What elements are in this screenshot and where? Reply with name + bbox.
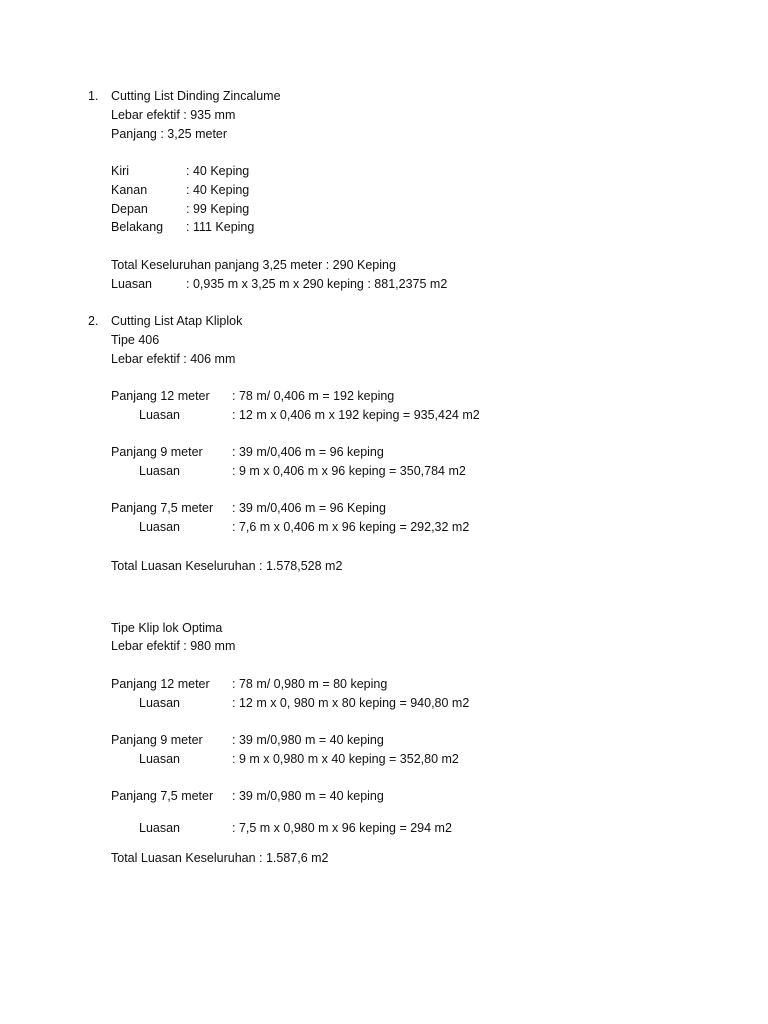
luasan-value: : 7,6 m x 0,406 m x 96 keping = 292,32 m2: [232, 520, 470, 534]
panjang-label: Panjang 7,5 meter: [111, 789, 214, 803]
panjang-label: Panjang 7,5 meter: [111, 501, 214, 515]
panjang-value: : 39 m/0,980 m = 40 keping: [232, 733, 384, 747]
row-value-belakang: : 111 Keping: [186, 220, 255, 234]
luasan-label: Luasan: [139, 464, 181, 478]
row-label-kanan: Kanan: [111, 183, 148, 197]
section3-lebar: Lebar efektif : 980 mm: [111, 639, 236, 653]
luasan-label: Luasan: [139, 520, 181, 534]
section1-luasan-label: Luasan: [111, 277, 153, 291]
luasan-label: Luasan: [139, 408, 181, 422]
luasan-label: Luasan: [139, 752, 181, 766]
section2-lebar: Lebar efektif : 406 mm: [111, 352, 236, 366]
panjang-label: Panjang 12 meter: [111, 677, 210, 691]
section1-lebar: Lebar efektif : 935 mm: [111, 108, 236, 122]
row-label-kiri: Kiri: [111, 164, 130, 178]
row-value-kiri: : 40 Keping: [186, 164, 250, 178]
panjang-label: Panjang 9 meter: [111, 733, 203, 747]
section2-title: Cutting List Atap Kliplok: [111, 314, 243, 328]
section2-tipe: Tipe 406: [111, 333, 160, 347]
section3-total: Total Luasan Keseluruhan : 1.587,6 m2: [111, 851, 329, 865]
section1-title: Cutting List Dinding Zincalume: [111, 89, 281, 103]
panjang-label: Panjang 12 meter: [111, 389, 210, 403]
luasan-value: : 9 m x 0,980 m x 40 keping = 352,80 m2: [232, 752, 459, 766]
row-value-kanan: : 40 Keping: [186, 183, 250, 197]
section1-panjang: Panjang : 3,25 meter: [111, 127, 228, 141]
section1-luasan-value: : 0,935 m x 3,25 m x 290 keping : 881,2375 m2: [186, 277, 448, 291]
panjang-value: : 78 m/ 0,406 m = 192 keping: [232, 389, 395, 403]
luasan-value: : 12 m x 0, 980 m x 80 keping = 940,80 m2: [232, 696, 470, 710]
luasan-value: : 7,5 m x 0,980 m x 96 keping = 294 m2: [232, 821, 452, 835]
row-label-depan: Depan: [111, 202, 148, 216]
luasan-label: Luasan: [139, 821, 181, 835]
luasan-value: : 9 m x 0,406 m x 96 keping = 350,784 m2: [232, 464, 466, 478]
list-number-2: 2.: [88, 314, 99, 328]
section3-tipe: Tipe Klip lok Optima: [111, 621, 223, 635]
row-value-depan: : 99 Keping: [186, 202, 250, 216]
row-label-belakang: Belakang: [111, 220, 164, 234]
luasan-label: Luasan: [139, 696, 181, 710]
luasan-value: : 12 m x 0,406 m x 192 keping = 935,424 m2: [232, 408, 480, 422]
list-number-1: 1.: [88, 89, 99, 103]
section2-total: Total Luasan Keseluruhan : 1.578,528 m2: [111, 559, 343, 573]
panjang-value: : 78 m/ 0,980 m = 80 keping: [232, 677, 388, 691]
section1-total: Total Keseluruhan panjang 3,25 meter : 290 Keping: [111, 258, 396, 272]
panjang-value: : 39 m/0,406 m = 96 Keping: [232, 501, 386, 515]
panjang-value: : 39 m/0,406 m = 96 keping: [232, 445, 384, 459]
panjang-label: Panjang 9 meter: [111, 445, 203, 459]
panjang-value: : 39 m/0,980 m = 40 keping: [232, 789, 384, 803]
